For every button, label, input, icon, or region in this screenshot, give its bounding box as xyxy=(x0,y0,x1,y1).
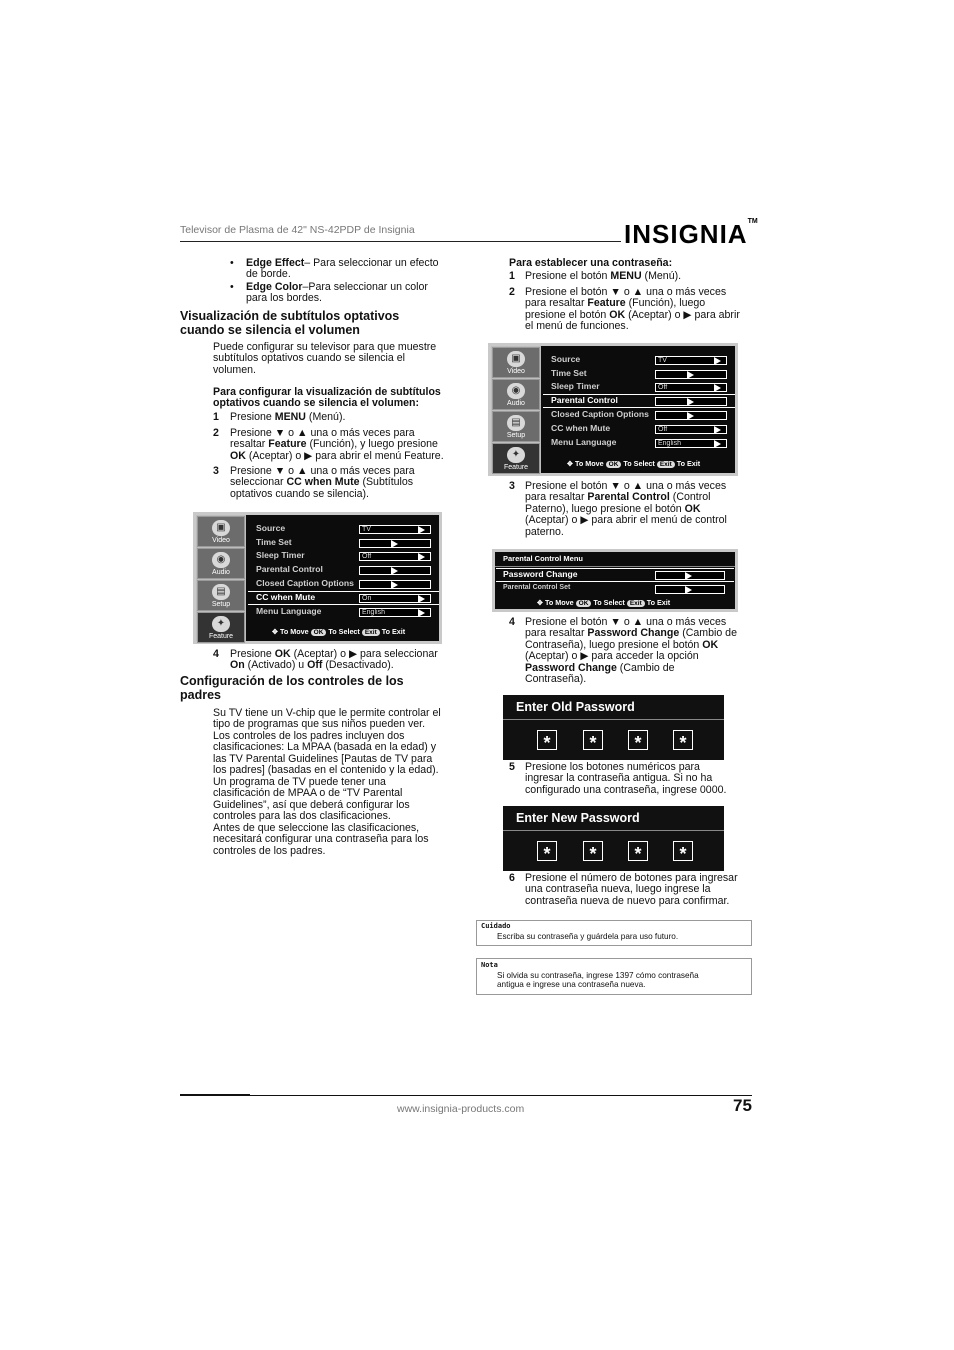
sidebar-video[interactable]: ▣ Video xyxy=(197,516,245,547)
page-number: 75 xyxy=(733,1096,752,1115)
insignia-logo: INSIGNIA™ xyxy=(624,218,758,249)
footer-url: www.insignia-products.com xyxy=(397,1103,525,1115)
sidebar-audio[interactable]: ◉ Audio xyxy=(197,548,245,579)
header-rule xyxy=(180,241,621,242)
menu-item-time-set[interactable]: Time Set xyxy=(551,368,587,378)
pw-step-4: Presione el botón ▼ o ▲ una o más veces para resaltar Password Change (Cambio de Contraseña), luego presione el botón OK (Aceptar) o ▶ para acceder la opción Password Change (Cambio de Contraseña). xyxy=(525,616,737,686)
tv-menu-parental-submenu xyxy=(492,549,738,612)
right-arrow-icon xyxy=(687,371,694,379)
caution-label: Cuidado xyxy=(481,922,511,930)
language-value: English xyxy=(359,608,431,617)
parental-menu-title: Parental Control Menu xyxy=(503,554,584,563)
menu-item-menu-language[interactable]: Menu Language xyxy=(256,606,322,616)
right-arrow-icon xyxy=(685,572,692,580)
cc-mute-value: Off xyxy=(655,425,727,434)
password-digit-1[interactable]: * xyxy=(537,730,557,750)
dialog-title: Enter New Password xyxy=(516,811,640,825)
note-box xyxy=(476,958,752,995)
sidebar-feature[interactable]: ✦ Feature xyxy=(492,443,540,474)
password-digit-4[interactable]: * xyxy=(673,841,693,861)
right-arrow-icon xyxy=(418,553,425,561)
menu-item-sleep-timer[interactable]: Sleep Timer xyxy=(256,550,305,560)
sidebar-video[interactable]: ▣ Video xyxy=(492,347,540,378)
footer-rule-left xyxy=(180,1094,250,1096)
menu-sidebar xyxy=(196,515,246,641)
caution-text: Escriba su contraseña y guárdela para uso futuro. xyxy=(497,932,679,941)
password-digit-3[interactable]: * xyxy=(628,841,648,861)
dialog-title: Enter Old Password xyxy=(516,700,635,714)
right-arrow-icon xyxy=(687,412,694,420)
sidebar-feature[interactable]: ✦ Feature xyxy=(197,612,245,643)
sidebar-setup[interactable]: ▤ Setup xyxy=(197,580,245,611)
menu-item-cc-options[interactable]: Closed Caption Options xyxy=(256,578,354,588)
enter-new-password-dialog xyxy=(503,806,724,871)
footer-rule xyxy=(250,1095,752,1096)
menu-hint-bar: ✥ To Move OK To Select Exit To Exit xyxy=(537,598,671,607)
menu-item-password-change[interactable]: Password Change xyxy=(503,569,578,579)
sidebar-setup[interactable]: ▤ Setup xyxy=(492,411,540,442)
sleep-value: Off xyxy=(359,552,431,561)
sleep-value: Off xyxy=(655,383,727,392)
cc-step-3: Presione ▼ o ▲ una o más veces para seleccionar CC when Mute (Subtítulos optativos cuando se silencia). xyxy=(230,465,415,500)
video-icon: ▣ xyxy=(212,520,230,536)
setup-icon: ▤ xyxy=(212,584,230,600)
running-header: Televisor de Plasma de 42" NS-42PDP de Insignia xyxy=(180,224,415,236)
right-arrow-icon xyxy=(418,609,425,617)
note-label: Nota xyxy=(481,961,498,969)
parental-intro: Su TV tiene un V-chip que le permite controlar el tipo de programas que sus niños pueden ver. Los controles de los padres incluyen dos clasificaciones: La MPAA (basada en la edad) y las TV Parental Guidelines [Pautas de TV para los padres] (basadas en el contenido y la edad). Un programa de TV puede tener una clasificación de MPAA o de “TV Parental Guidelines”, así que deberá configurar los controles para las dos clasificaciones. xyxy=(213,707,441,822)
section-heading-parental: Configuración de los controles de los padres xyxy=(180,674,404,702)
menu-item-menu-language[interactable]: Menu Language xyxy=(551,437,617,447)
cc-step-2: Presione ▼ o ▲ una o más veces para resaltar Feature (Función), y luego presione OK (Aceptar) o ▶ para abrir el menú Feature. xyxy=(230,427,444,462)
right-arrow-icon xyxy=(418,526,425,534)
right-arrow-icon xyxy=(391,581,398,589)
parental-password-para: Antes de que seleccione las clasificaciones, necesitará configurar una contraseña para los controles de los padres. xyxy=(213,822,429,857)
tv-menu-cc-when-mute xyxy=(193,512,442,644)
menu-item-parental-control-set[interactable]: Parental Control Set xyxy=(503,584,571,591)
sidebar-audio[interactable]: ◉ Audio xyxy=(492,379,540,410)
menu-item-cc-when-mute[interactable]: CC when Mute xyxy=(256,592,316,602)
password-subheading: Para establecer una contraseña: xyxy=(509,257,673,269)
video-icon: ▣ xyxy=(507,351,525,367)
note-text: Si olvida su contraseña, ingrese 1397 cómo contraseña antigua e ingrese una contraseña nueva. xyxy=(497,971,699,990)
right-arrow-icon xyxy=(391,540,398,548)
right-arrow-icon xyxy=(418,595,425,603)
menu-sidebar xyxy=(491,346,541,473)
right-arrow-icon xyxy=(685,586,692,594)
menu-item-cc-when-mute[interactable]: CC when Mute xyxy=(551,423,611,433)
pw-step-6: Presione el número de botones para ingresar una contraseña nueva, luego ingrese la contraseña nueva de nuevo para confirmar. xyxy=(525,872,738,907)
cc-mute-intro: Puede configurar su televisor para que muestre subtítulos optativos cuando se silencia el volumen. xyxy=(213,341,437,376)
source-value: TV xyxy=(655,356,727,365)
feature-icon: ✦ xyxy=(212,616,230,632)
enter-old-password-dialog xyxy=(503,695,724,760)
password-digit-2[interactable]: * xyxy=(583,730,603,750)
setup-icon: ▤ xyxy=(507,415,525,431)
tv-menu-parental-control xyxy=(488,343,738,476)
cc-mute-value: On xyxy=(359,594,431,603)
right-arrow-icon xyxy=(714,440,721,448)
cc-mute-subheading: Para configurar la visualización de subtítulos optativos cuando se silencia el volumen: xyxy=(213,386,441,410)
password-digit-4[interactable]: * xyxy=(673,730,693,750)
speaker-icon: ◉ xyxy=(212,552,230,568)
right-arrow-icon xyxy=(714,426,721,434)
right-arrow-icon xyxy=(714,384,721,392)
menu-item-parental-control[interactable]: Parental Control xyxy=(256,564,323,574)
menu-item-source[interactable]: Source xyxy=(256,523,286,533)
right-arrow-icon xyxy=(687,398,694,406)
source-value: TV xyxy=(359,525,431,534)
right-arrow-icon xyxy=(391,567,398,575)
cc-step-1: Presione MENU (Menú). xyxy=(230,411,346,423)
menu-hint-bar: ✥ To Move OK To Select Exit To Exit xyxy=(272,627,406,636)
bullet-edge-effect: Edge Effect– Para seleccionar un efecto de borde. xyxy=(246,257,439,281)
cc-step-4: Presione OK (Aceptar) o ▶ para seleccionar On (Activado) u Off (Desactivado). xyxy=(230,648,438,672)
password-digit-1[interactable]: * xyxy=(537,841,557,861)
menu-item-time-set[interactable]: Time Set xyxy=(256,537,292,547)
speaker-icon: ◉ xyxy=(507,383,525,399)
language-value: English xyxy=(655,439,727,448)
right-arrow-icon xyxy=(714,357,721,365)
menu-item-cc-options[interactable]: Closed Caption Options xyxy=(551,409,649,419)
feature-icon: ✦ xyxy=(507,447,525,463)
caution-box xyxy=(476,920,752,946)
pw-step-1: Presione el botón MENU (Menú). xyxy=(525,270,682,282)
bullet-edge-color: Edge Color–Para seleccionar un color para los bordes. xyxy=(246,281,428,305)
password-digit-2[interactable]: * xyxy=(583,841,603,861)
menu-item-parental-control[interactable]: Parental Control xyxy=(551,395,618,405)
pw-step-5: Presione los botones numéricos para ingresar la contraseña antigua. Si no ha configurado una contraseña, ingrese 0000. xyxy=(525,761,727,796)
pw-step-3: Presione el botón ▼ o ▲ una o más veces para resaltar Parental Control (Control Paterno), luego presione el botón OK (Aceptar) o ▶ para abrir el menú de control paterno. xyxy=(525,480,727,538)
menu-hint-bar: ✥ To Move OK To Select Exit To Exit xyxy=(567,459,701,468)
menu-item-source[interactable]: Source xyxy=(551,354,581,364)
password-digit-3[interactable]: * xyxy=(628,730,648,750)
menu-item-sleep-timer[interactable]: Sleep Timer xyxy=(551,381,600,391)
section-heading-cc-mute: Visualización de subtítulos optativos cuando se silencia el volumen xyxy=(180,309,400,337)
pw-step-2: Presione el botón ▼ o ▲ una o más veces para resaltar Feature (Función), luego presione el botón OK (Aceptar) o ▶ para abrir el menú de funciones. xyxy=(525,286,740,333)
